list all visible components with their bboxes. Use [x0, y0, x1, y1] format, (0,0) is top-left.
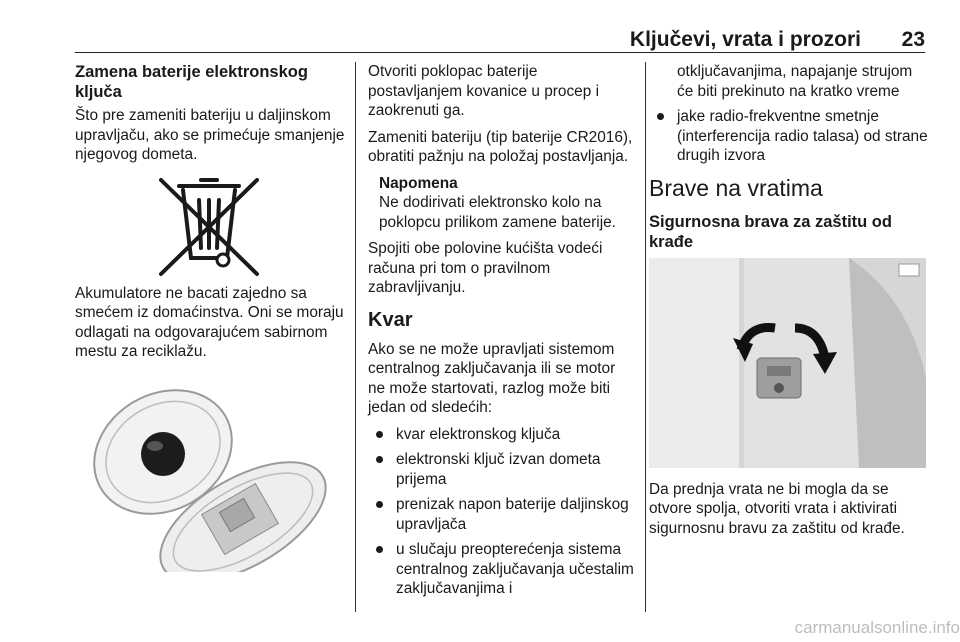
battery-intro: Što pre zameniti bateriju u daljinskom upravljaču, ako se primećuje smanjenje njegovog dometa. — [75, 107, 345, 163]
note-box — [379, 174, 634, 233]
page-header — [75, 26, 925, 53]
column-divider — [355, 62, 356, 612]
section-title: Ključevi, vrata i prozori — [629, 28, 861, 51]
bullet-icon — [657, 113, 664, 120]
fault-list — [368, 425, 634, 599]
list-item: jake radio-frekventne smetnje (interferencija radio talasa) od strane drugih izvora — [649, 107, 929, 166]
fault-intro: Ako se ne može upravljati sistemom centralnog zaključavanja ili se motor ne može startovati, razlog može biti jedan od sledećih: — [368, 340, 616, 416]
bullet-icon — [376, 501, 383, 508]
step-join-halves: Spojiti obe polovine kućišta vodeći računa pri tom o pravilnom zabravljivanju. — [368, 240, 603, 296]
note-label: Napomena — [379, 174, 458, 192]
door-lock-photo — [649, 258, 926, 468]
recycle-bin-icon — [75, 172, 347, 278]
page-number: 23 — [901, 28, 925, 51]
column-2 — [368, 62, 634, 605]
list-item: prenizak napon baterije daljinskog upravljača — [368, 495, 634, 534]
bullet-icon — [376, 456, 383, 463]
anti-theft-text: Da prednja vrata ne bi mogla da se otvore spolja, otvoriti vrata i aktivirati sigurnosnu bravu za zaštitu od krađe. — [649, 480, 905, 537]
column-divider — [645, 62, 646, 612]
list-item: u slučaju preopterećenja sistema centralnog zaključavanja učestalim zaključavanjima i — [368, 540, 634, 599]
bullet-icon — [376, 431, 383, 438]
fault-heading: Kvar — [368, 308, 413, 331]
bullet-icon — [376, 546, 383, 553]
note-text: Ne dodirivati elektronsko kolo na poklopcu prilikom zamene baterije. — [379, 194, 616, 231]
fault-list-continued — [649, 107, 929, 166]
list-item-continued: otključavanjima, napajanje strujom će biti prekinuto na kratko vreme — [677, 63, 913, 100]
list-item: kvar elektronskog ključa — [368, 425, 634, 445]
step-replace-battery: Zameniti bateriju (tip baterije CR2016), obratiti pažnju na položaj postavljanja. — [368, 128, 633, 165]
disposal-text: Akumulatore ne bacati zajedno sa smećem iz domaćinstva. Oni se moraju odlagati na odgovarajućem sabirnom mestu za reciklažu. — [75, 284, 344, 360]
list-item: elektronski ključ izvan dometa prijema — [368, 450, 634, 489]
column-3 — [649, 62, 929, 545]
watermark: carmanualsonline.info — [794, 618, 960, 637]
anti-theft-heading: Sigurnosna brava za zaštitu od krađe — [649, 212, 892, 251]
key-fob-illustration — [75, 372, 347, 572]
door-locks-heading: Brave na vratima — [649, 174, 823, 201]
battery-heading: Zamena baterije elektronskog ključa — [75, 63, 308, 101]
column-1 — [75, 62, 347, 572]
step-open-cover: Otvoriti poklopac baterije postavljanjem kovanice u procep i zaokrenuti ga. — [368, 63, 599, 119]
